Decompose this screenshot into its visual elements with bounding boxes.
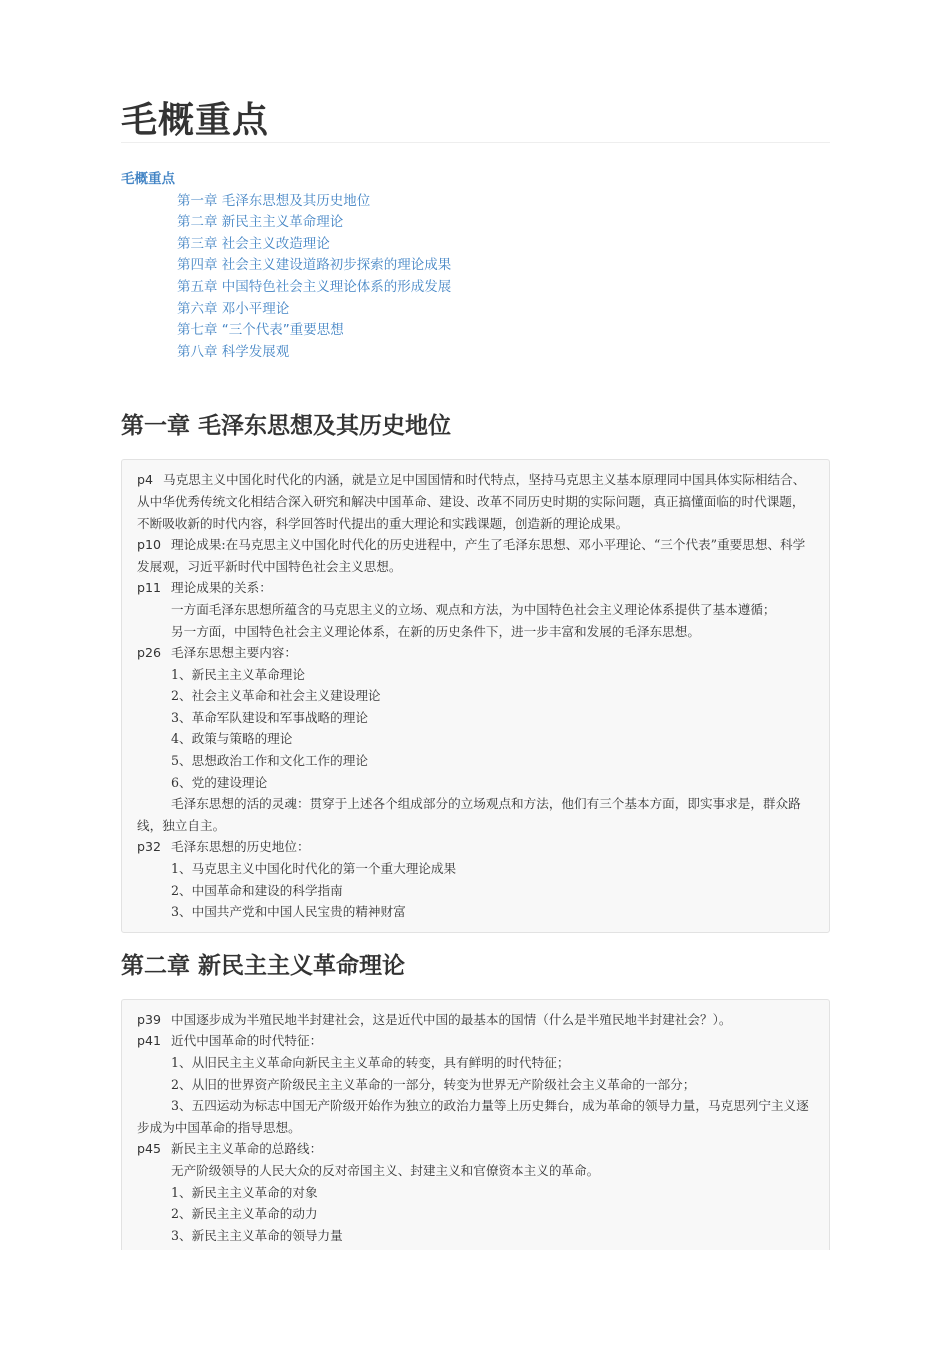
- toc-link-chapter-6[interactable]: 第六章 邓小平理论: [177, 300, 290, 317]
- note-line: [137, 880, 814, 902]
- note-line: [137, 836, 814, 858]
- toc-link-chapter-1[interactable]: 第一章 毛泽东思想及其历史地位: [177, 192, 371, 209]
- chapter-2-heading: 第二章 新民主主义革命理论: [121, 952, 406, 979]
- note-text: 马克思主义中国化时代化的内涵，就是立足中国国情和时代特点，坚持马克思主义基本原理同中国具体实际相结合、从中华优秀传统文化相结合深入研究和解决中国革命、建设、改革不同历史时期的实际问题，真正搞懂面临的时代课题，不断吸收新的时代内容，科学回答时代提出的重大理论和实践课题，创造新的理论成果。: [137, 472, 806, 531]
- page-ref-label: p10: [137, 537, 162, 553]
- note-line: [137, 728, 814, 750]
- note-line: [137, 707, 814, 729]
- toc-link-chapter-7[interactable]: 第七章 “三个代表”重要思想: [177, 322, 344, 339]
- toc-link-root[interactable]: 毛概重点: [121, 171, 175, 187]
- note-text: 4、政策与策略的理论: [171, 731, 293, 747]
- note-line: [137, 1160, 814, 1182]
- note-line: [137, 793, 814, 836]
- note-text: 理论成果:在马克思主义中国化时代化的历史进程中，产生了毛泽东思想、邓小平理论、“三个代表”重要思想、科学发展观，习近平新时代中国特色社会主义思想。: [137, 537, 806, 574]
- note-line: [137, 534, 814, 577]
- toc-link-chapter-3[interactable]: 第三章 社会主义改造理论: [177, 235, 330, 252]
- note-line: [137, 664, 814, 686]
- note-text: 3、革命军队建设和军事战略的理论: [171, 709, 368, 725]
- note-text: 5、思想政治工作和文化工作的理论: [171, 753, 368, 769]
- chapter-1-notes-block: [121, 459, 830, 932]
- note-line: [137, 577, 814, 599]
- note-text: 毛泽东思想的活的灵魂：贯穿于上述各个组成部分的立场观点和方法，他们有三个基本方面，即实事求是，群众路线，独立自主。: [137, 796, 801, 833]
- note-line: [137, 1030, 814, 1052]
- chapter-1-heading: 第一章 毛泽东思想及其历史地位: [121, 413, 452, 440]
- toc-link-chapter-5[interactable]: 第五章 中国特色社会主义理论体系的形成发展: [177, 278, 452, 295]
- note-line: [137, 750, 814, 772]
- page-ref-label: p45: [137, 1141, 162, 1157]
- note-text: 1、新民主主义革命理论: [171, 666, 305, 682]
- note-line: [137, 469, 814, 534]
- note-line: [137, 1052, 814, 1074]
- note-text: 2、社会主义革命和社会主义建设理论: [171, 688, 381, 704]
- note-text: 新民主主义革命的总路线：: [171, 1141, 323, 1157]
- page-ref-label: p11: [137, 580, 162, 596]
- page-title: 毛概重点: [121, 100, 270, 141]
- document-page: [121, 0, 830, 1250]
- note-text: 2、从旧的世界资产阶级民主主义革命的一部分，转变为世界无产阶级社会主义革命的一部分；: [171, 1076, 696, 1092]
- note-text: 一方面毛泽东思想所蕴含的马克思主义的立场、观点和方法，为中国特色社会主义理论体系提供了基本遵循；: [171, 601, 776, 617]
- note-line: [137, 1203, 814, 1225]
- note-line: [137, 901, 814, 923]
- toc-link-chapter-8[interactable]: 第八章 科学发展观: [177, 343, 290, 360]
- note-line: [137, 1138, 814, 1160]
- note-line: [137, 772, 814, 794]
- note-line: [137, 685, 814, 707]
- note-text: 6、党的建设理论: [171, 774, 268, 790]
- note-line: [137, 1009, 814, 1031]
- toc-link-chapter-4[interactable]: 第四章 社会主义建设道路初步探索的理论成果: [177, 257, 452, 274]
- table-of-contents: [121, 169, 830, 363]
- note-line: [137, 1225, 814, 1247]
- note-text: 另一方面，中国特色社会主义理论体系，在新的历史条件下，进一步丰富和发展的毛泽东思想。: [171, 623, 700, 639]
- note-text: 3、新民主主义革命的领导力量: [171, 1227, 343, 1243]
- page-ref-label: p39: [137, 1011, 162, 1027]
- note-text: 近代中国革命的时代特征：: [171, 1033, 323, 1049]
- note-text: 1、马克思主义中国化时代化的第一个重大理论成果: [171, 861, 457, 877]
- note-text: 毛泽东思想主要内容：: [171, 645, 297, 661]
- page-ref-label: p41: [137, 1033, 162, 1049]
- note-text: 无产阶级领导的人民大众的反对帝国主义、封建主义和官僚资本主义的革命。: [171, 1162, 600, 1178]
- page-ref-label: p32: [137, 839, 162, 855]
- note-text: 1、新民主主义革命的对象: [171, 1184, 318, 1200]
- note-text: 理论成果的关系：: [171, 580, 272, 596]
- note-text: 3、五四运动为标志中国无产阶级开始作为独立的政治力量等上历史舞台，成为革命的领导力量，马克思列宁主义逐步成为中国革命的指导思想。: [137, 1098, 809, 1135]
- note-line: [137, 1074, 814, 1096]
- page-ref-label: p26: [137, 645, 162, 661]
- page-ref-label: p4: [137, 472, 154, 488]
- note-line: [137, 599, 814, 621]
- toc-link-chapter-2[interactable]: 第二章 新民主主义革命理论: [177, 214, 344, 231]
- note-line: [137, 621, 814, 643]
- note-line: [137, 642, 814, 664]
- note-text: 3、中国共产党和中国人民宝贵的精神财富: [171, 904, 406, 920]
- note-text: 中国逐步成为半殖民地半封建社会，这是近代中国的最基本的国情（什么是半殖民地半封建社会？）。: [171, 1011, 732, 1027]
- note-text: 毛泽东思想的历史地位：: [171, 839, 310, 855]
- chapter-2-notes-block: [121, 999, 830, 1251]
- note-line: [137, 858, 814, 880]
- note-text: 2、中国革命和建设的科学指南: [171, 882, 343, 898]
- note-text: 1、从旧民主主义革命向新民主主义革命的转变，具有鲜明的时代特征；: [171, 1055, 570, 1070]
- note-line: [137, 1095, 814, 1138]
- note-text: 2、新民主主义革命的动力: [171, 1206, 318, 1222]
- note-line: [137, 1182, 814, 1204]
